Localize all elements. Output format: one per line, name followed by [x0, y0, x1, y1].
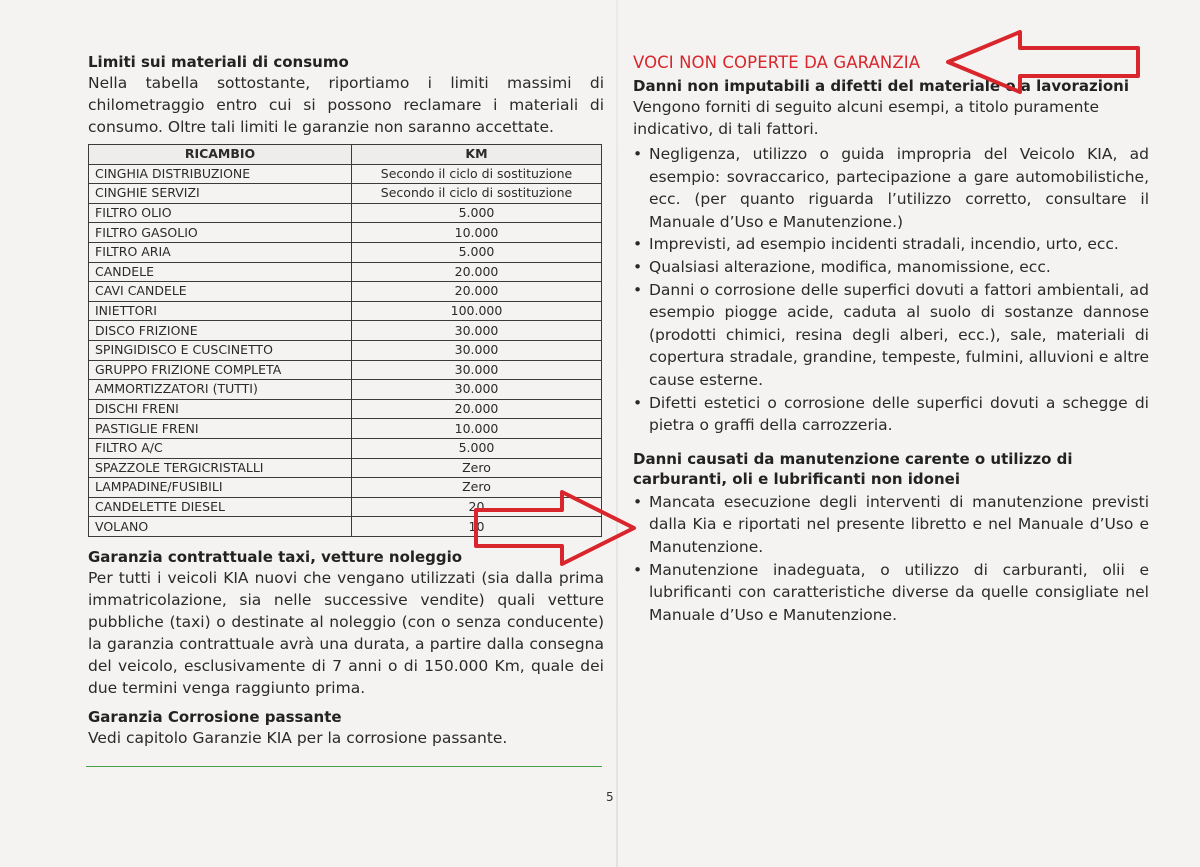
table-row [89, 282, 602, 302]
corrosion-text: Vedi capitolo Garanzie KIA per la corrosione passante. [88, 728, 508, 747]
bullet-mark: • [633, 235, 643, 254]
list-item [633, 392, 1149, 437]
bullet-mark: • [633, 145, 643, 163]
part-cell: DISCO FRIZIONE [89, 321, 352, 341]
part-cell: FILTRO OLIO [89, 203, 352, 223]
list-item [633, 559, 1149, 627]
taxi-title: Garanzia contrattuale taxi, vetture noleggio [88, 547, 463, 566]
list-item [633, 279, 1149, 392]
consumables-title: Limiti sui materiali di consumo [88, 53, 349, 71]
km-cell: Zero [352, 458, 602, 478]
right-column [633, 52, 1149, 626]
table-row [89, 164, 602, 184]
header-km: KM [352, 145, 602, 165]
sub2-title: Danni causati da manutenzione carente o utilizzo di carburanti, oli e lubrificanti non idonei [633, 449, 1073, 488]
table-row [89, 340, 602, 360]
table-row [89, 458, 602, 478]
part-cell: GRUPPO FRIZIONE COMPLETA [89, 360, 352, 380]
table-row [89, 223, 602, 243]
left-column [88, 52, 604, 749]
km-cell: 5.000 [352, 438, 602, 458]
page-fold [616, 0, 618, 867]
part-cell: DISCHI FRENI [89, 399, 352, 419]
part-cell: CANDELE [89, 262, 352, 282]
table-row [89, 203, 602, 223]
table-row [89, 184, 602, 204]
table-row [89, 301, 602, 321]
bullet-mark: • [633, 280, 643, 299]
part-cell: CANDELETTE DIESEL [89, 497, 352, 517]
table-row [89, 380, 602, 400]
list-item-text: Imprevisti, ad esempio incidenti stradali, incendio, urto, ecc. [649, 235, 1119, 254]
part-cell: AMMORTIZZATORI (TUTTI) [89, 380, 352, 400]
km-cell: Secondo il ciclo di sostituzione [352, 164, 602, 184]
km-cell: 20.000 [352, 399, 602, 419]
table-row [89, 242, 602, 262]
corrosion-title: Garanzia Corrosione passante [88, 707, 342, 726]
part-cell: PASTIGLIE FRENI [89, 419, 352, 439]
table-row [89, 438, 602, 458]
part-cell: CAVI CANDELE [89, 282, 352, 302]
arrow-middle-icon [470, 488, 642, 570]
km-cell: 20.000 [352, 262, 602, 282]
bullet-mark: • [633, 393, 643, 412]
consumables-table [88, 144, 602, 537]
km-cell: 20.000 [352, 282, 602, 302]
km-cell: 10.000 [352, 223, 602, 243]
list-item [633, 256, 1149, 279]
km-cell: 30.000 [352, 321, 602, 341]
km-cell: Secondo il ciclo di sostituzione [352, 184, 602, 204]
km-cell: 5.000 [352, 242, 602, 262]
list-item-text: Qualsiasi alterazione, modifica, manomissione, ecc. [649, 257, 1051, 276]
list-item [633, 491, 1149, 559]
table-header-row [89, 145, 602, 165]
sub1-intro: Vengono forniti di seguito alcuni esempi, a titolo puramente indicativo, di tali fattori. [633, 98, 1100, 138]
km-cell: 30.000 [352, 360, 602, 380]
km-cell: 30.000 [352, 380, 602, 400]
part-cell: CINGHIA DISTRIBUZIONE [89, 164, 352, 184]
arrow-top-icon [942, 28, 1142, 98]
list-item-text: Danni o corrosione delle superfici dovuti a fattori ambientali, ad esempio piogge acide, caduta al suolo di sostanze dannose (prodotti chimici, resina degli alberi, ecc.), sale, materiali di copertura stradale, grandine, tempeste, fulmini, alluvioni e altre cause esterne. [649, 280, 1149, 389]
list-item-text: Difetti estetici o corrosione delle superfici dovuti a schegge di pietra o graffi della carrozzeria. [649, 393, 1149, 435]
km-cell: 20 [352, 497, 602, 517]
km-cell: 5.000 [352, 203, 602, 223]
part-cell: CINGHIE SERVIZI [89, 184, 352, 204]
km-cell: Zero [352, 478, 602, 498]
km-cell: 10.000 [352, 419, 602, 439]
sub1-list [633, 143, 1149, 437]
part-cell: LAMPADINE/FUSIBILI [89, 478, 352, 498]
km-cell: 10 [352, 517, 602, 537]
list-item [633, 233, 1149, 256]
table-row [89, 262, 602, 282]
part-cell: VOLANO [89, 517, 352, 537]
part-cell: SPINGIDISCO E CUSCINETTO [89, 340, 352, 360]
footer-rule [86, 766, 602, 767]
header-part: RICAMBIO [89, 145, 352, 165]
part-cell: FILTRO ARIA [89, 242, 352, 262]
part-cell: FILTRO A/C [89, 438, 352, 458]
consumables-text: Nella tabella sottostante, riportiamo i limiti massimi di chilometraggio entro cui si possono reclamare i materiali di consumo. Oltre tali limiti le garanzie non saranno accettate. [88, 74, 604, 136]
km-cell: 100.000 [352, 301, 602, 321]
part-cell: FILTRO GASOLIO [89, 223, 352, 243]
table-row [89, 321, 602, 341]
bullet-mark: • [633, 492, 643, 511]
page-number: 5 [606, 790, 614, 804]
list-item-text: Mancata esecuzione degli interventi di manutenzione previsti dalla Kia e riportati nel presente libretto e nel Manuale d’Uso e Manutenzione. [649, 492, 1149, 556]
sub1-title: Danni non imputabili a difetti del materiale o a lavorazioni [633, 77, 1129, 95]
list-item-text: Negligenza, utilizzo o guida impropria del Veicolo KIA, ad esempio: sovraccarico, partecipazione a gare automobilistiche, ecc. (per quanto riguarda l’utilizzo corretto, consultare il Manuale d’Uso e Manutenzione.) [649, 145, 1149, 231]
taxi-text: Per tutti i veicoli KIA nuovi che vengano utilizzati (sia dalla prima immatricolazione, sia nelle successive vendite) quali vetture pubbliche (taxi) o destinate al noleggio (con o senza conducente) la garanzia contrattuale avrà una durata, a partire dalla consegna del veicolo, esclusivamente di 7 anni o di 150.000 Km, quale dei due termini venga raggiunto prima. [88, 568, 604, 697]
bullet-mark: • [633, 257, 643, 276]
bullet-mark: • [633, 560, 643, 579]
part-cell: INIETTORI [89, 301, 352, 321]
table-row [89, 419, 602, 439]
table-row [89, 399, 602, 419]
list-item [633, 143, 1149, 233]
list-item-text: Manutenzione inadeguata, o utilizzo di carburanti, olii e lubrificanti con caratteristiche diverse da quelle consigliate nel Manuale d’Uso e Manutenzione. [649, 560, 1149, 624]
sub2-list [633, 491, 1149, 627]
not-covered-title: VOCI NON COPERTE DA GARANZIA [633, 53, 921, 72]
km-cell: 30.000 [352, 340, 602, 360]
part-cell: SPAZZOLE TERGICRISTALLI [89, 458, 352, 478]
table-row [89, 360, 602, 380]
